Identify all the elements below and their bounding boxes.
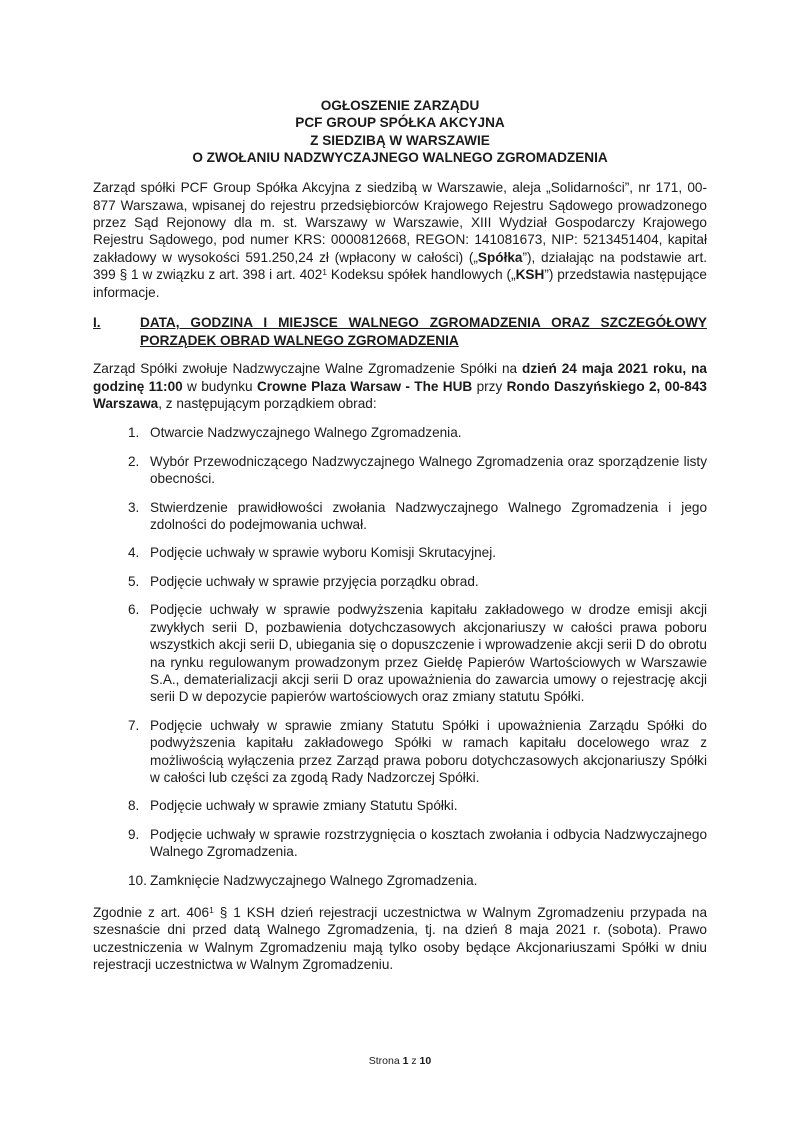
section-1-heading [93,314,707,349]
document-content [93,97,707,986]
title-line-1: OGŁOSZENIE ZARZĄDU [320,98,480,113]
agenda-item-number: 10. [128,872,147,888]
agenda-item-4 [93,544,707,561]
agenda-item-5 [93,573,707,590]
agenda-item-number: 1. [128,425,140,441]
agenda-item-number: 7. [128,717,140,733]
agenda-item-number: 4. [128,545,140,561]
registration-paragraph: Zgodnie z art. $406^1$ § 1 KSH dzień rejestracji uczestnictwa w Walnym Zgromadzeniu przypada na szesnaście dni przed datą Walnego Zgromadzenia, tj. na dzień 8 maja 2021 r. (sobota). Prawo uczestniczenia w Walnym Zgromadzeniu mają tylko osoby będące Akcjonariuszami Spółki w dniu rejestracji uczestnictwa w Walnym Zgromadzeniu. [93,904,708,973]
agenda-item-text: Zamknięcie Nadzwyczajnego Walnego Zgromadzenia. [150,872,478,888]
agenda-item-text: Podjęcie uchwały w sprawie zmiany Statutu Spółki i upoważnienia Zarządu Spółki do podwyższenia kapitału zakładowego Spółki w ramach kapitału docelowego wraz z możliwością wyłączenia przez Zarząd prawa poboru dotychczasowych akcjonariuszy Spółki w całości lub części za zgodą Rady Nadzorczej Spółki. [150,717,707,785]
agenda-item-number: 2. [128,453,140,469]
title-line-2: PCF GROUP SPÓŁKA AKCYJNA [295,115,505,131]
page-footer: Strona 1 z 10 [368,1055,432,1067]
agenda-item-text: Otwarcie Nadzwyczajnego Walnego Zgromadzenia. [150,425,462,441]
agenda-item-text: Podjęcie uchwały w sprawie podwyższenia kapitału zakładowego w drodze emisji akcji zwykłych serii D, pozbawienia dotychczasowych akcjonariuszy w całości prawa poboru wszystkich akcji serii D, ubiegania się o dopuszczenie i wprowadzenie akcji serii D do obrotu na rynku regulowanym prowadzonym przez Giełdę Papierów Wartościowych w Warszawie S.A., dematerializacji akcji serii D oraz upoważnienia do zawarcia umowy o rejestrację akcji serii D w depozycie papierów wartościowych oraz zmiany statutu Spółki. [150,602,707,705]
agenda-item-number: 9. [128,826,140,842]
section-1-heading-text: DATA, GODZINA I MIEJSCE WALNEGO ZGROMADZENIA ORAZ SZCZEGÓŁOWY PORZĄDEK OBRAD WALNEGO ZGROMADZENIA [140,315,707,348]
agenda-item-1 [93,424,707,441]
agenda-item-text: Stwierdzenie prawidłowości zwołania Nadzwyczajnego Walnego Zgromadzenia i jego zdolności do podejmowania uchwał. [150,499,707,533]
agenda-item-text: Podjęcie uchwały w sprawie zmiany Statutu Spółki. [150,798,458,814]
agenda-item-3 [93,499,707,534]
section-1-number: I. [93,315,101,331]
intro-paragraph: Zarząd spółki PCF Group Spółka Akcyjna z siedzibą w Warszawie, aleja „Solidarności”, nr 171, 00-877 Warszawa, wpisanej do rejestru przedsiębiorców Krajowego Rejestru Sądowego prowadzonego przez Sąd Rejonowy dla m. st. Warszawy w Warszawie, XIII Wydział Gospodarczy Krajowego Rejestru Sądowego, pod numer KRS: 0000812668, REGON: 141081673, NIP: 5213451404, kapitał zakładowy w wysokości 591.250,24 zł (wpłacony w całości) („Spółka”), działając na podstawie art. 399 § 1 w związku z art. 398 i art. $402^1$ Kodeksu spółek handlowych („KSH”) przedstawia następujące informacje. [93,180,707,300]
agenda-item-number: 8. [128,798,140,814]
agenda-item-7 [93,717,707,787]
agenda-item-number: 5. [128,573,140,589]
agenda-item-number: 6. [128,602,140,618]
agenda-item-6 [93,601,707,705]
convocation-paragraph: Zarząd Spółki zwołuje Nadzwyczajne Walne Zgromadzenie Spółki na dzień 24 maja 2021 roku, na godzinę 11:00 w budynku Crowne Plaza Warsaw - The HUB przy Rondo Daszyńskiego 2, 00-843 Warszawa, z następującym porządkiem obrad: [93,361,707,412]
agenda-list [93,424,707,889]
agenda-item-text: Podjęcie uchwały w sprawie wyboru Komisji Skrutacyjnej. [150,545,497,561]
agenda-item-text: Podjęcie uchwały w sprawie rozstrzygnięcia o kosztach zwołania i odbycia Nadzwyczajnego Walnego Zgromadzenia. [150,826,707,860]
agenda-item-2 [93,453,707,488]
agenda-item-text: Wybór Przewodniczącego Nadzwyczajnego Walnego Zgromadzenia oraz sporządzenie listy obecności. [150,453,707,487]
document-title [93,97,707,166]
title-line-3: Z SIEDZIBĄ W WARSZAWIE [310,132,490,148]
agenda-item-10 [93,872,707,889]
title-line-4: O ZWOŁANIU NADZWYCZAJNEGO WALNEGO ZGROMADZENIA [192,149,608,165]
agenda-item-number: 3. [128,499,140,515]
agenda-item-text: Podjęcie uchwały w sprawie przyjęcia porządku obrad. [150,573,479,589]
agenda-item-8 [93,797,707,814]
agenda-item-9 [93,826,707,861]
